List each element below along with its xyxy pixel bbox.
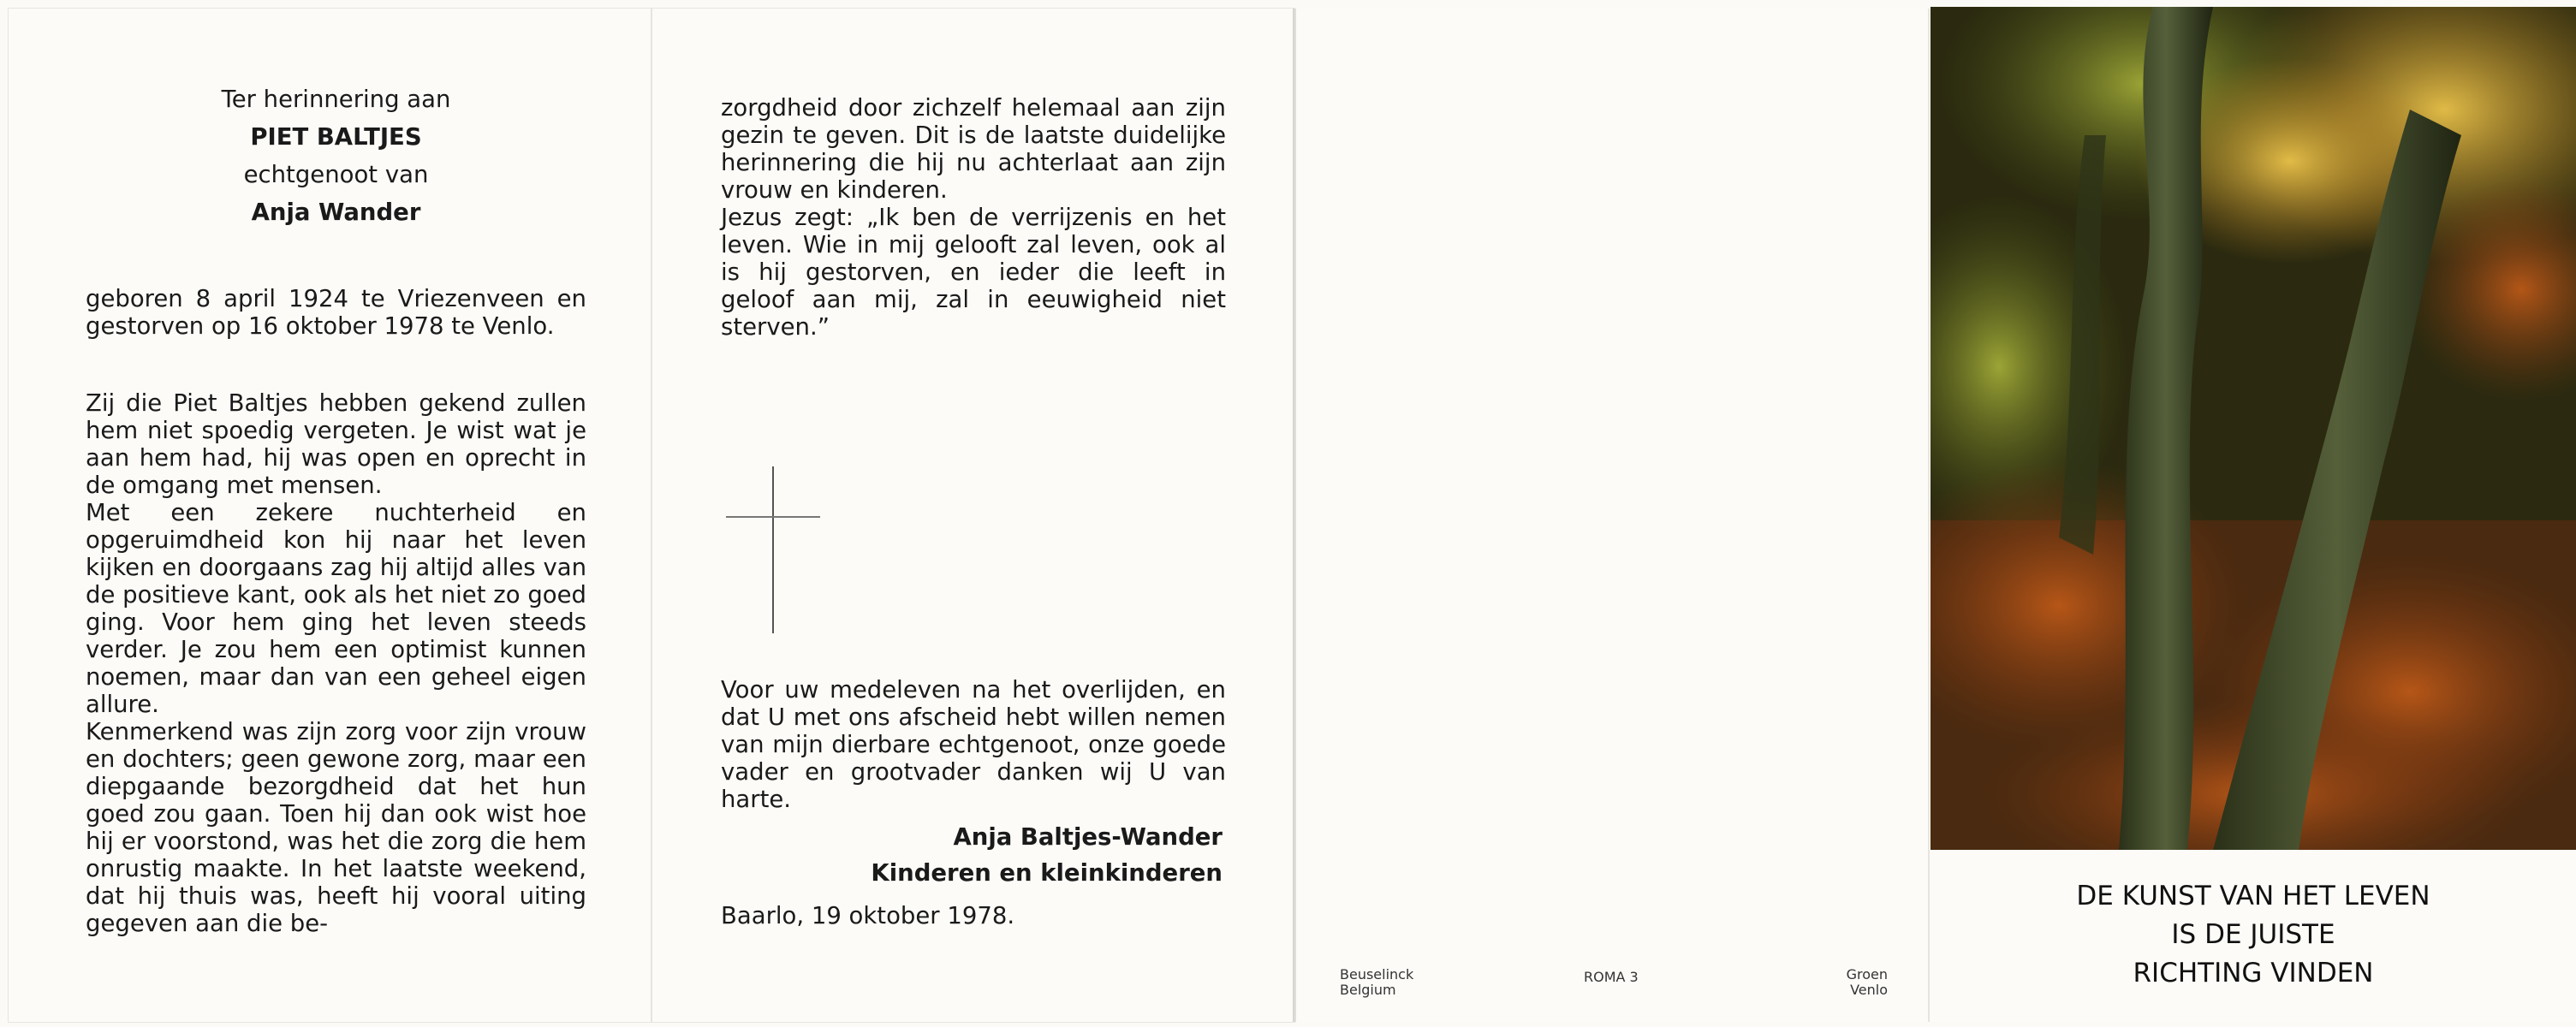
cross-icon [726,466,820,638]
imprint-right [1845,967,1888,998]
imprint-right-2: Venlo [1850,982,1888,998]
motto-line-2: IS DE JUISTE [2171,919,2335,950]
relation-text: echtgenoot van [243,161,429,188]
right-text-column-top [721,94,1226,341]
imprint-left-1: Beuselinck [1340,966,1414,982]
forest-photo [1931,7,2576,850]
signature-1: Anja Baltjes-Wander [953,823,1223,851]
imprint-left-2: Belgium [1340,982,1396,998]
left-text-column [86,285,586,937]
intro-text: Ter herinnering aan [221,86,451,113]
signature-2: Kinderen en kleinkinderen [871,859,1223,887]
paragraph-2: Met een zekere nuchterheid en opgeruimdheid kon hij naar het leven kijken en doorgaans zag hij altijd alles van de positieve kant, ook als het niet zo goed ging. Voor hem ging het leven steeds verder. Je zou hem een optimist kunnen noemen, maar dan van een geheel eigen allure. [86,499,586,718]
spouse-name: Anja Wander [251,199,421,226]
place-date: Baarlo, 19 oktober 1978. [721,902,1015,929]
fold-line [651,9,652,1022]
memorial-heading [86,86,586,226]
paragraph-1: Zij die Piet Baltjes hebben gekend zullen hem niet spoedig vergeten. Je wist wat je aan hem had, hij was open en oprecht in de omgang met mensen. [86,389,586,499]
cover-motto [1931,877,2576,993]
paragraph-continued: zorgdheid door zichzelf helemaal aan zijn gezin te geven. Dit is de laatste duidelijke herinnering die hij nu achterlaat aan zijn vrouw en kinderen. [721,94,1226,204]
thanks-text: Voor uw medeleven na het overlijden, en dat U met ons afscheid hebt willen nemen van mijn dierbare echtgenoot, onze goede vader en grootvader danken wij U van harte. [721,676,1226,813]
fold-line [1928,9,1930,1022]
right-text-column-bottom [721,676,1226,929]
imprint-center: ROMA 3 [1584,969,1639,985]
scripture-quote: Jezus zegt: „Ik ben de verrijzenis en het leven. Wie in mij gelooft zal leven, ook al is hij gestorven, en ieder die leeft in geloof aan mij, zal in eeuwigheid niet sterven.” [721,204,1226,341]
motto-line-3: RICHTING VINDEN [2133,958,2374,988]
birth-death-text: geboren 8 april 1924 te Vriezenveen en gestorven op 16 oktober 1978 te Venlo. [86,285,586,340]
imprint-right-1: Groen [1846,966,1888,982]
motto-line-1: DE KUNST VAN HET LEVEN [2076,881,2430,911]
deceased-name: PIET BALTJES [250,123,422,151]
paragraph-3: Kenmerkend was zijn zorg voor zijn vrouw en dochters; geen gewone zorg, maar een diepgaande bezorgdheid dat het hun goed zou gaan. Toen hij dan ook wist hoe hij er voorstond, was het die zorg die hem onrustig maakte. In het laatste weekend, dat hij thuis was, heeft hij vooral uiting gegeven aan die be- [86,718,586,937]
imprint-left [1340,967,1413,998]
